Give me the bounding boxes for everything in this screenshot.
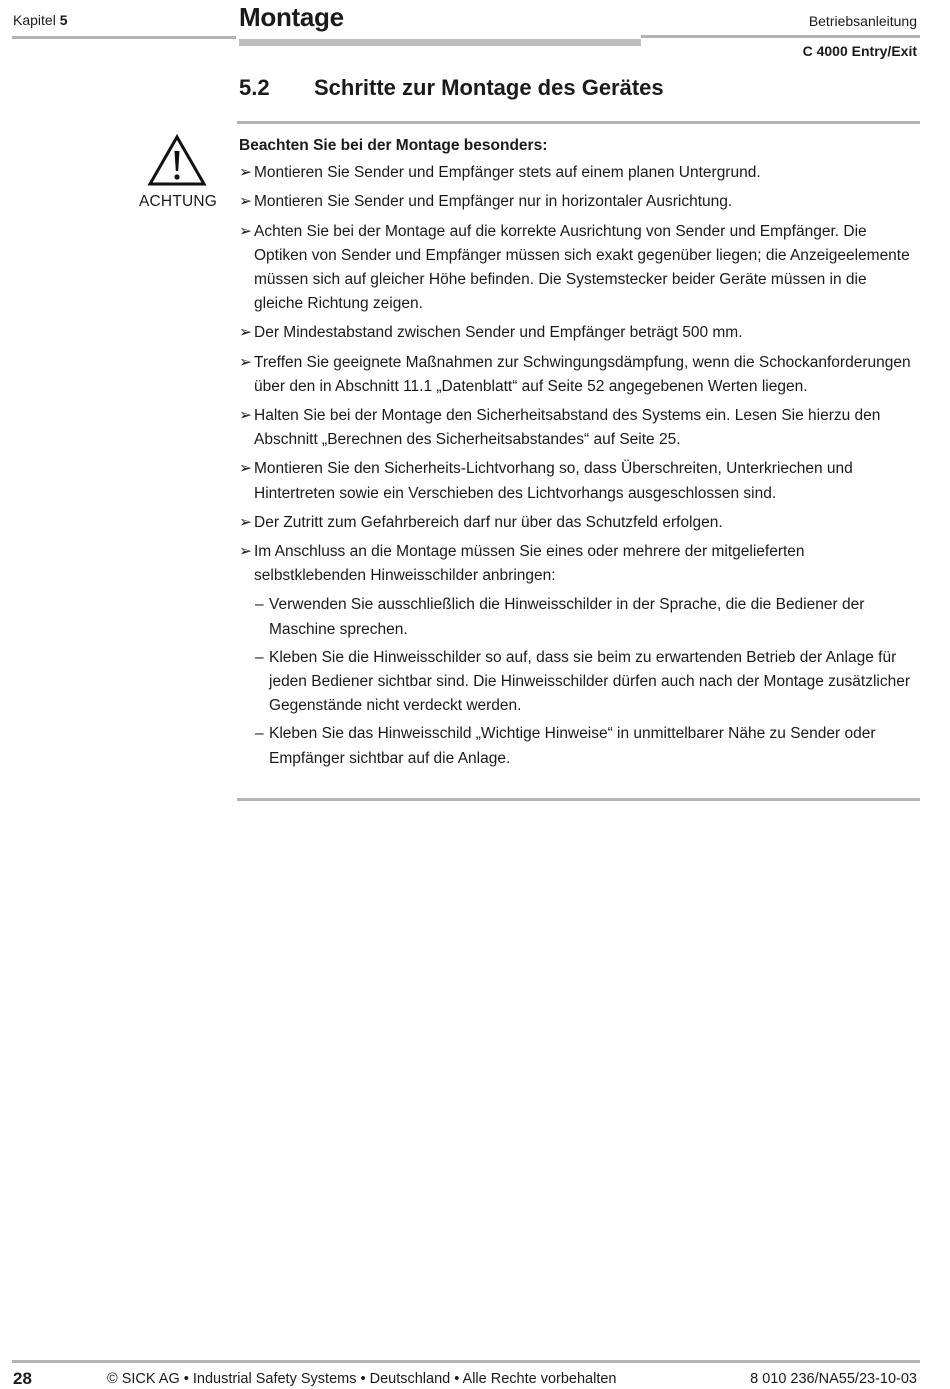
document-type: Betriebsanleitung (808, 13, 917, 29)
list-item (239, 404, 919, 452)
list-item (239, 161, 919, 185)
product-name: C 4000 Entry/Exit (802, 43, 917, 59)
sub-list-item (239, 593, 919, 641)
arrow-bullet-icon: ➢ (239, 543, 252, 561)
list-item (239, 190, 919, 214)
section-title: Schritte zur Montage des Gerätes (314, 75, 664, 100)
instruction-block (239, 134, 919, 775)
footer-rule (12, 1360, 920, 1363)
page-title: Montage (239, 2, 344, 32)
section-number: 5.2 (239, 75, 270, 100)
section-top-rule (237, 121, 920, 124)
dash-bullet-icon: – (255, 596, 264, 614)
list-item-text: Halten Sie bei der Montage den Sicherheitsabstand des Systems ein. Lesen Sie hierzu den Abschnitt „Berechnen des Sicherheitsabstandes“ auf Seite 25. (254, 407, 881, 449)
header-rule-left (12, 36, 236, 39)
chapter-label (13, 12, 68, 28)
arrow-bullet-icon: ➢ (239, 193, 252, 211)
warning-triangle-icon (147, 134, 207, 188)
arrow-bullet-icon: ➢ (239, 407, 252, 425)
list-item (239, 540, 919, 588)
list-item-text: Der Zutritt zum Gefahrbereich darf nur über das Schutzfeld erfolgen. (254, 513, 723, 531)
list-item (239, 321, 919, 345)
sub-list-item-text: Verwenden Sie ausschließlich die Hinweisschilder in der Sprache, die die Bediener der Maschine sprechen. (269, 596, 865, 638)
list-item-text: Montieren Sie den Sicherheits-Lichtvorhang so, dass Überschreiten, Unterkriechen und Hintertreten sowie ein Verschieben des Lichtvorhangs ausgeschlossen sind. (254, 460, 853, 502)
arrow-bullet-icon: ➢ (239, 513, 252, 531)
list-item (239, 511, 919, 535)
list-item-text: Der Mindestabstand zwischen Sender und Empfänger beträgt 500 mm. (254, 324, 743, 342)
list-item-text: Achten Sie bei der Montage auf die korrekte Ausrichtung von Sender und Empfänger. Die Optiken von Sender und Empfänger müssen sich exakt gegenüber liegen; die Anzeigeelemente müssen sich auf gleicher Höhe befinden. Die Systemstecker beider Geräte müssen in die gleiche Richtung zeigen. (254, 222, 910, 313)
intro-text: Beachten Sie bei der Montage besonders: (239, 137, 548, 154)
warning-label: ACHTUNG (139, 193, 218, 210)
copyright-notice: © SICK AG • Industrial Safety Systems • Deutschland • Alle Rechte vorbehalten (107, 1371, 617, 1387)
list-item (239, 220, 919, 317)
arrow-bullet-icon: ➢ (239, 164, 252, 182)
arrow-bullet-icon: ➢ (239, 324, 252, 342)
list-item-text: Im Anschluss an die Montage müssen Sie eines oder mehrere der mitgelieferten selbstklebenden Hinweisschilder anbringen: (254, 543, 805, 585)
arrow-bullet-icon: ➢ (239, 353, 252, 371)
page-number: 28 (13, 1369, 32, 1388)
header-rule-title (239, 39, 641, 46)
list-item (239, 351, 919, 399)
sub-list-item-text: Kleben Sie das Hinweisschild „Wichtige Hinweise“ in unmittelbarer Nähe zu Sender oder Empfänger sichtbar auf die Anlage. (269, 725, 876, 767)
dash-bullet-icon: – (255, 725, 264, 743)
sub-list-item (239, 722, 919, 770)
chapter-number: 5 (59, 12, 68, 28)
list-item-text: Montieren Sie Sender und Empfänger stets auf einem planen Untergrund. (254, 164, 761, 182)
list-item-text: Treffen Sie geeignete Maßnahmen zur Schwingungsdämpfung, wenn die Schockanforderungen über den in Abschnitt 11.1 „Datenblatt“ auf Seite 52 angegebenen Werten liegen. (254, 353, 911, 395)
section-bottom-rule (237, 798, 920, 801)
document-code: 8 010 236/NA55/23-10-03 (750, 1371, 917, 1387)
list-item (239, 457, 919, 505)
header-rule-right (641, 35, 920, 38)
list-item-text: Montieren Sie Sender und Empfänger nur in horizontaler Ausrichtung. (254, 193, 733, 211)
sub-list-item (239, 646, 919, 719)
arrow-bullet-icon: ➢ (239, 222, 252, 240)
chapter-prefix: Kapitel (13, 12, 56, 28)
dash-bullet-icon: – (255, 648, 264, 666)
arrow-bullet-icon: ➢ (239, 460, 252, 478)
sub-list-item-text: Kleben Sie die Hinweisschilder so auf, dass sie beim zu erwartenden Betrieb der Anlage für jeden Bediener sichtbar sind. Die Hinweisschilder dürfen auch nach der Montage zusätzlicher Gegenstände nicht verdeckt werden. (269, 648, 911, 715)
